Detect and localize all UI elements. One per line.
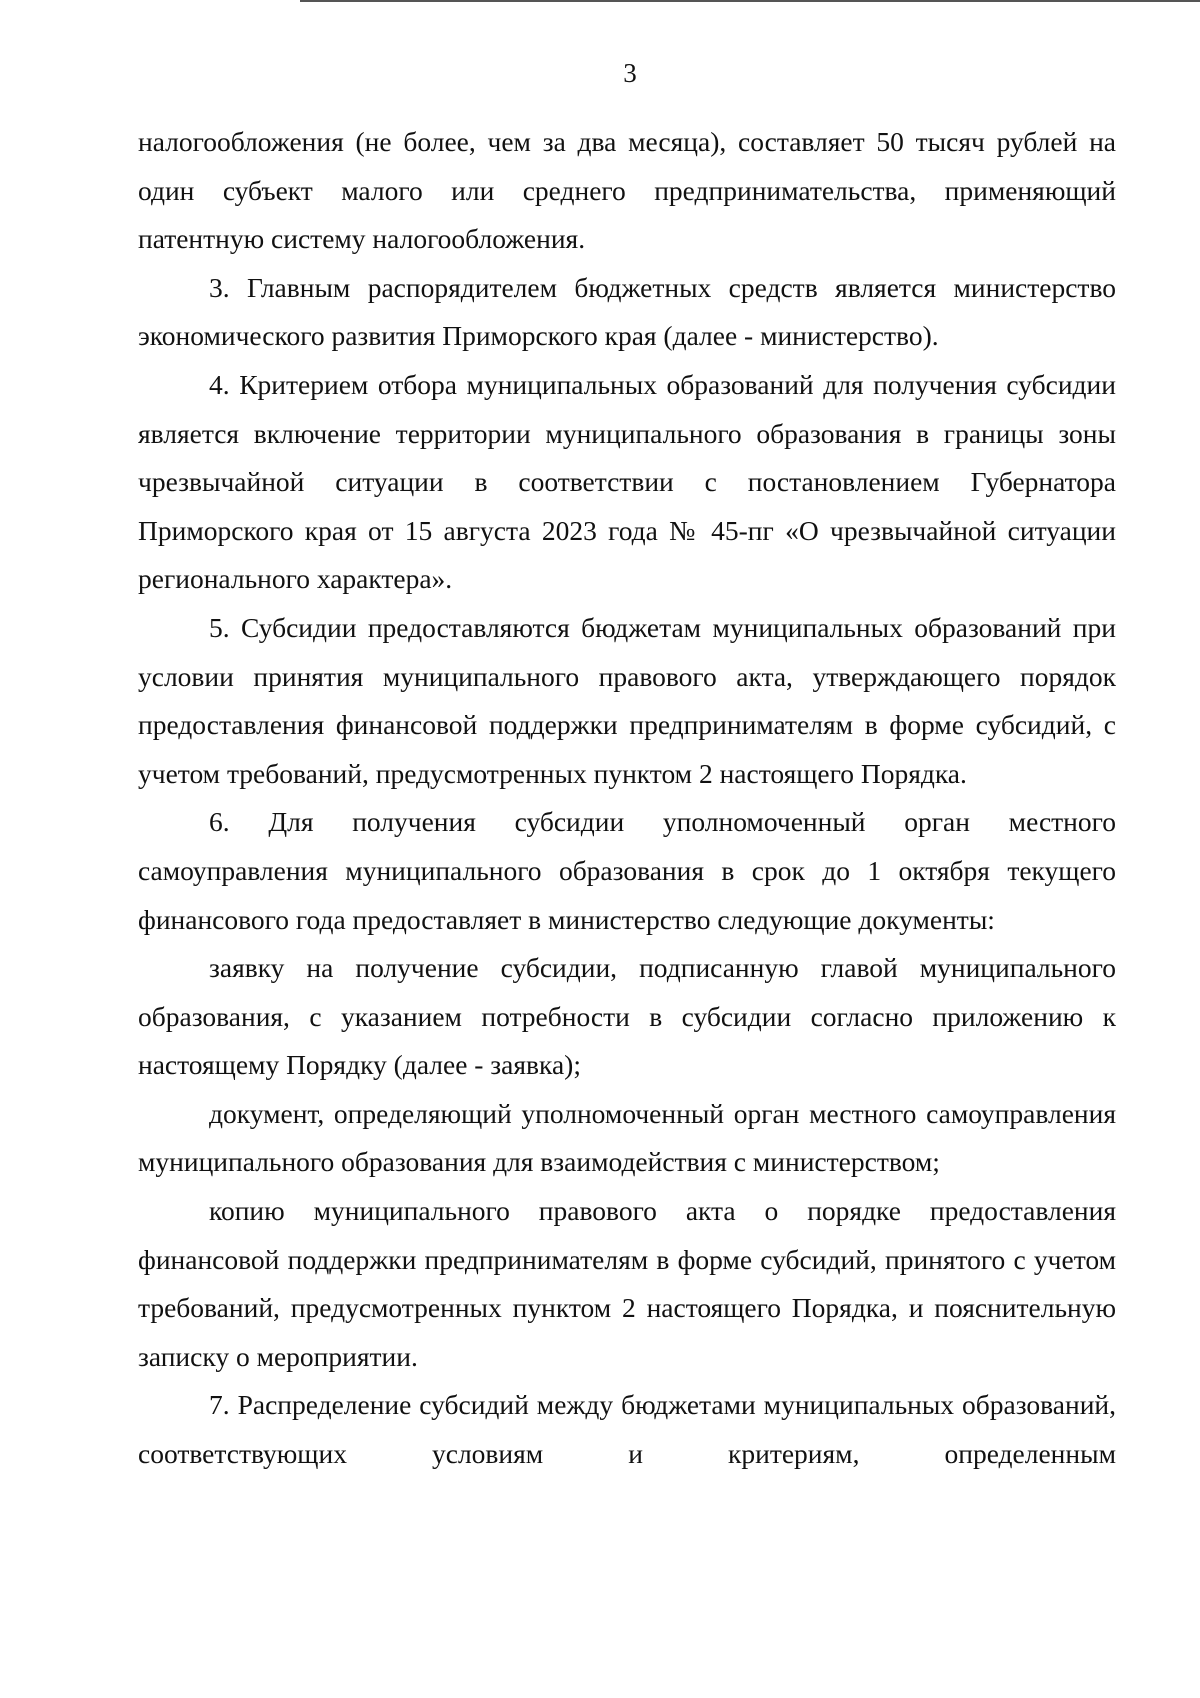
paragraph-application: заявку на получение субсидии, подписанную главой муниципального образования, с указанием потребности в субсидии согласно приложению к настоящему Порядку (далее - заявка); — [138, 952, 1116, 1081]
paragraph-item-5: 5. Субсидии предоставляются бюджетам муниципальных образований при условии принятия муниципального правового акта, утверждающего порядок предоставления финансовой поддержки предпринимателям в форме субсидий, с учетом требований, предусмотренных пунктом 2 настоящего Порядка. — [138, 611, 1116, 789]
paragraph-continuation: налогообложения (не более, чем за два месяца), составляет 50 тысяч рублей на один субъект малого или среднего предпринимательства, применяющий патентную систему налогообложения. — [138, 126, 1116, 255]
top-scan-rule — [300, 0, 1200, 2]
paragraph-designation-document: документ, определяющий уполномоченный орган местного самоуправления муниципального образования для взаимодействия с министерством; — [138, 1097, 1116, 1178]
paragraph-item-6: 6. Для получения субсидии уполномоченный орган местного самоуправления муниципального образования в срок до 1 октября текущего финансового года предоставляет в министерство следующие документы: — [138, 806, 1116, 935]
paragraph-item-4: 4. Критерием отбора муниципальных образований для получения субсидии является включение территории муниципального образования в границы зоны чрезвычайной ситуации в соответствии с постановлением Губернатора Приморского края от 15 августа 2023 года № 45-пг «О чрезвычайной ситуации регионального характера». — [138, 368, 1116, 595]
paragraph-item-3: 3. Главным распорядителем бюджетных средств является министерство экономического развития Приморского края (далее - министерство). — [138, 271, 1116, 352]
document-body — [138, 118, 1116, 1479]
paragraph-item-7: 7. Распределение субсидий между бюджетами муниципальных образований, соответствующих условиям и критериям, определенным — [138, 1389, 1116, 1470]
paragraph-legal-act-copy: копию муниципального правового акта о порядке предоставления финансовой поддержки предпринимателям в форме субсидий, принятого с учетом требований, предусмотренных пунктом 2 настоящего Порядка, и пояснительную записку о мероприятии. — [138, 1195, 1116, 1372]
page-number: 3 — [623, 58, 637, 88]
